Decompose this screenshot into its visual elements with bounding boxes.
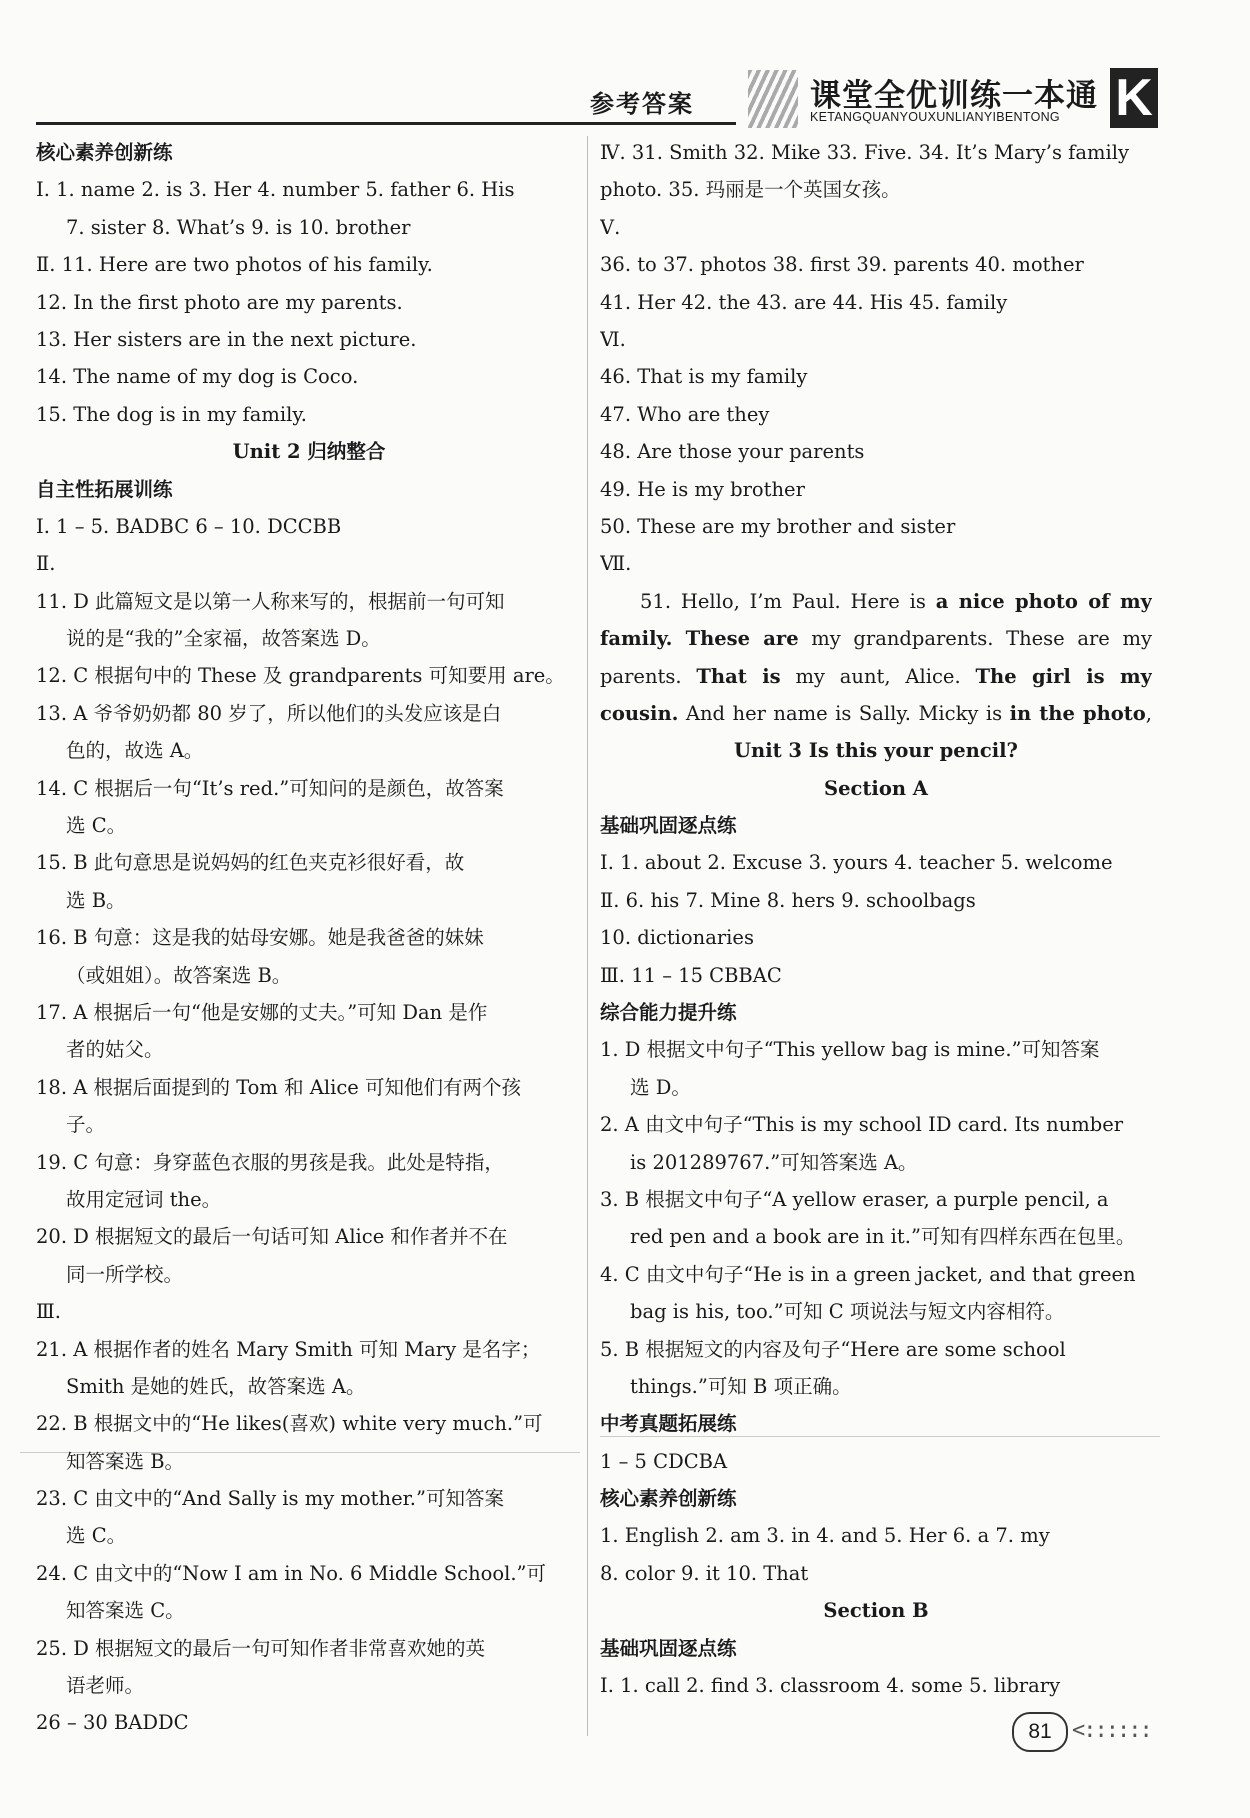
left-line-12: 11. D 此篇短文是以第一人称来写的，根据前一句可知 [36,589,505,613]
essay-segment-4: my aunt, Alice. [780,664,976,688]
left-line-22: （或姐姐）。故答案选 B。 [66,963,292,987]
left-line-6: 14. The name of my dog is Coco. [36,365,359,389]
brand-stripes-decoration [748,70,798,128]
right_bottom-line-25: Ⅰ. 1. call 2. find 3. classroom 4. some 5. library [600,1674,1061,1698]
left-line-2: 7. sister 8. What’s 9. is 10. brother [66,215,411,239]
brand-logo-k: K [1110,68,1158,128]
right_bottom-line-19: 1 – 5 CDCBA [600,1449,728,1473]
right_top-line-1: photo. 35. 玛丽是一个英国女孩。 [600,178,901,202]
right_bottom-line-5: 10. dictionaries [600,926,754,950]
left-line-19: 15. B 此句意思是说妈妈的红色夹克衫很好看，故 [36,851,465,875]
right_top-line-9: 49. He is my brother [600,477,805,501]
right-column [600,134,1152,1704]
left-line-25: 18. A 根据后面提到的 Tom 和 Alice 可知他们有两个孩 [36,1075,522,1099]
essay-segment-1: a nice photo of my family. These are [600,589,1152,651]
right_top-line-5: Ⅵ. [600,327,626,351]
right_top-line-2: Ⅴ. [600,215,621,239]
left-line-9: 自主性拓展训练 [36,477,173,501]
left-column [36,134,582,1742]
left-line-16: 色的，故选 A。 [66,739,204,763]
right-bottom-answers [600,732,1152,1704]
left-line-17: 14. C 根据后一句“It’s red.”可知问的是颜色，故答案 [36,776,504,800]
right_bottom-line-18: 中考真题拓展练 [600,1412,737,1436]
essay-segment-0: 51. Hello, I’m Paul. Here is [640,589,936,613]
left-line-29: 20. D 根据短文的最后一句话可知 Alice 和作者并不在 [36,1225,508,1249]
left-line-0: 核心素养创新练 [36,141,173,164]
right_bottom-line-1: Section A [824,776,928,800]
essay-segment-6: And her name is Sally. Micky is [678,701,1010,725]
right_top-line-0: Ⅳ. 31. Smith 32. Mike 33. Five. 34. It’s Mary’s family [600,141,1129,164]
right_bottom-line-17: things.”可知 B 项正确。 [630,1374,852,1398]
left-line-1: Ⅰ. 1. name 2. is 3. Her 4. number 5. father 6. His [36,178,515,202]
brand-title: 课堂全优训练一本通 [810,78,1098,114]
left-line-33: Smith 是她的姓氏，故答案选 A。 [66,1374,366,1398]
left-line-21: 16. B 句意：这是我的姑母安娜。她是我爸爸的妹妹 [36,926,484,950]
right_top-line-8: 48. Are those your parents [600,440,865,464]
left-line-7: 15. The dog is in my family. [36,402,307,426]
left-line-30: 同一所学校。 [66,1262,184,1286]
answer-section-title: 参考答案 [590,90,694,118]
left-line-20: 选 B。 [66,888,126,912]
right_top-line-7: 47. Who are they [600,402,770,426]
left-line-41: 语老师。 [66,1674,145,1698]
brand-pinyin: KETANGQUANYOUXUNLIANYIBENTONG [810,110,1060,124]
right_bottom-line-4: Ⅱ. 6. his 7. Mine 8. hers 9. schoolbags [600,888,976,912]
right_bottom-line-11: is 201289767.”可知答案选 A。 [630,1150,918,1174]
left-line-11: Ⅱ. [36,552,56,576]
right_bottom-line-2: 基础巩固逐点练 [600,814,737,838]
left-line-4: 12. In the first photo are my parents. [36,290,403,314]
right_bottom-line-7: 综合能力提升练 [600,1001,737,1025]
essay-segment-7: in the photo [1009,701,1146,725]
right_bottom-line-14: 4. C 由文中句子“He is in a green jacket, and that green [600,1262,1136,1286]
right_top-line-11: Ⅶ. [600,552,632,576]
left-line-10: Ⅰ. 1 – 5. BADBC 6 – 10. DCCBB [36,514,342,538]
left-line-5: 13. Her sisters are in the next picture. [36,327,417,351]
right_top-line-3: 36. to 37. photos 38. first 39. parents 40. mother [600,253,1084,277]
left-line-14: 12. C 根据句中的 These 及 grandparents 可知要用 are。 [36,664,565,688]
left-line-27: 19. C 句意：身穿蓝色衣服的男孩是我。此处是特指， [36,1150,504,1174]
left-line-35: 知答案选 B。 [66,1449,185,1473]
left-line-24: 者的姑父。 [66,1038,164,1062]
right_bottom-line-13: red pen and a book are in it.”可知有四样东西在包里。 [630,1225,1136,1249]
essay-segment-8: , [1145,701,1152,725]
header-rule [36,122,736,125]
right_bottom-line-3: Ⅰ. 1. about 2. Excuse 3. yours 4. teacher 5. welcome [600,851,1113,875]
right_bottom-line-10: 2. A 由文中句子“This is my school ID card. Its number [600,1113,1124,1137]
right_bottom-line-22: 8. color 9. it 10. That [600,1561,809,1585]
left-line-3: Ⅱ. 11. Here are two photos of his family. [36,253,433,277]
left-line-31: Ⅲ. [36,1300,62,1324]
right_bottom-line-12: 3. B 根据文中句子“A yellow eraser, a purple pencil, a [600,1187,1109,1211]
page-number: 81 [1012,1712,1068,1752]
left-line-13: 说的是“我的”全家福，故答案选 D。 [66,627,381,651]
left-line-28: 故用定冠词 the。 [66,1187,222,1211]
left-line-42: 26 – 30 BADDC [36,1711,189,1735]
right_bottom-line-8: 1. D 根据文中句子“This yellow bag is mine.”可知答案 [600,1038,1100,1062]
right_bottom-line-6: Ⅲ. 11 – 15 CBBAC [600,963,782,987]
right_top-line-4: 41. Her 42. the 43. are 44. His 45. family [600,290,1008,314]
essay-segment-2: my grandparents. These are my parents. [600,627,1152,688]
left-line-40: 25. D 根据短文的最后一句可知作者非常喜欢她的英 [36,1636,486,1660]
right_top-line-6: 46. That is my family [600,365,808,389]
left-line-36: 23. C 由文中的“And Sally is my mother.”可知答案 [36,1487,504,1511]
left-line-8: Unit 2 归纳整合 [232,440,386,464]
right_bottom-line-16: 5. B 根据短文的内容及句子“Here are some school [600,1337,1066,1361]
right_bottom-line-0: Unit 3 Is this your pencil? [734,739,1018,763]
left-line-38: 24. C 由文中的“Now I am in No. 6 Middle School.”可 [36,1561,547,1585]
left-line-39: 知答案选 C。 [66,1599,185,1623]
right_bottom-line-23: Section B [823,1599,929,1623]
page-arrow-icon: <:::::: [1072,1718,1151,1743]
right_bottom-line-20: 核心素养创新练 [600,1487,737,1511]
right_top-line-10: 50. These are my brother and sister [600,514,956,538]
left-line-18: 选 C。 [66,814,127,838]
right-top-answers [600,134,1152,583]
essay-segment-3: That is [696,664,781,688]
essay-answer [600,583,1152,733]
right_bottom-line-9: 选 D。 [630,1075,691,1099]
left-line-37: 选 C。 [66,1524,127,1548]
right_bottom-line-21: 1. English 2. am 3. in 4. and 5. Her 6. a 7. my [600,1524,1050,1548]
right_bottom-line-24: 基础巩固逐点练 [600,1636,737,1660]
left-line-32: 21. A 根据作者的姓名 Mary Smith 可知 Mary 是名字； [36,1337,541,1361]
column-divider [587,136,588,1736]
essay-segment-5: The girl is my cousin. [600,664,1152,725]
right_bottom-line-15: bag is his, too.”可知 C 项说法与短文内容相符。 [630,1300,1065,1324]
left-line-23: 17. A 根据后一句“他是安娜的丈夫。”可知 Dan 是作 [36,1000,488,1024]
left-line-15: 13. A 爷爷奶奶都 80 岁了，所以他们的头发应该是白 [36,701,502,725]
left-line-26: 子。 [66,1113,106,1137]
left-line-34: 22. B 根据文中的“He likes(喜欢) white very much.”可 [36,1412,543,1436]
